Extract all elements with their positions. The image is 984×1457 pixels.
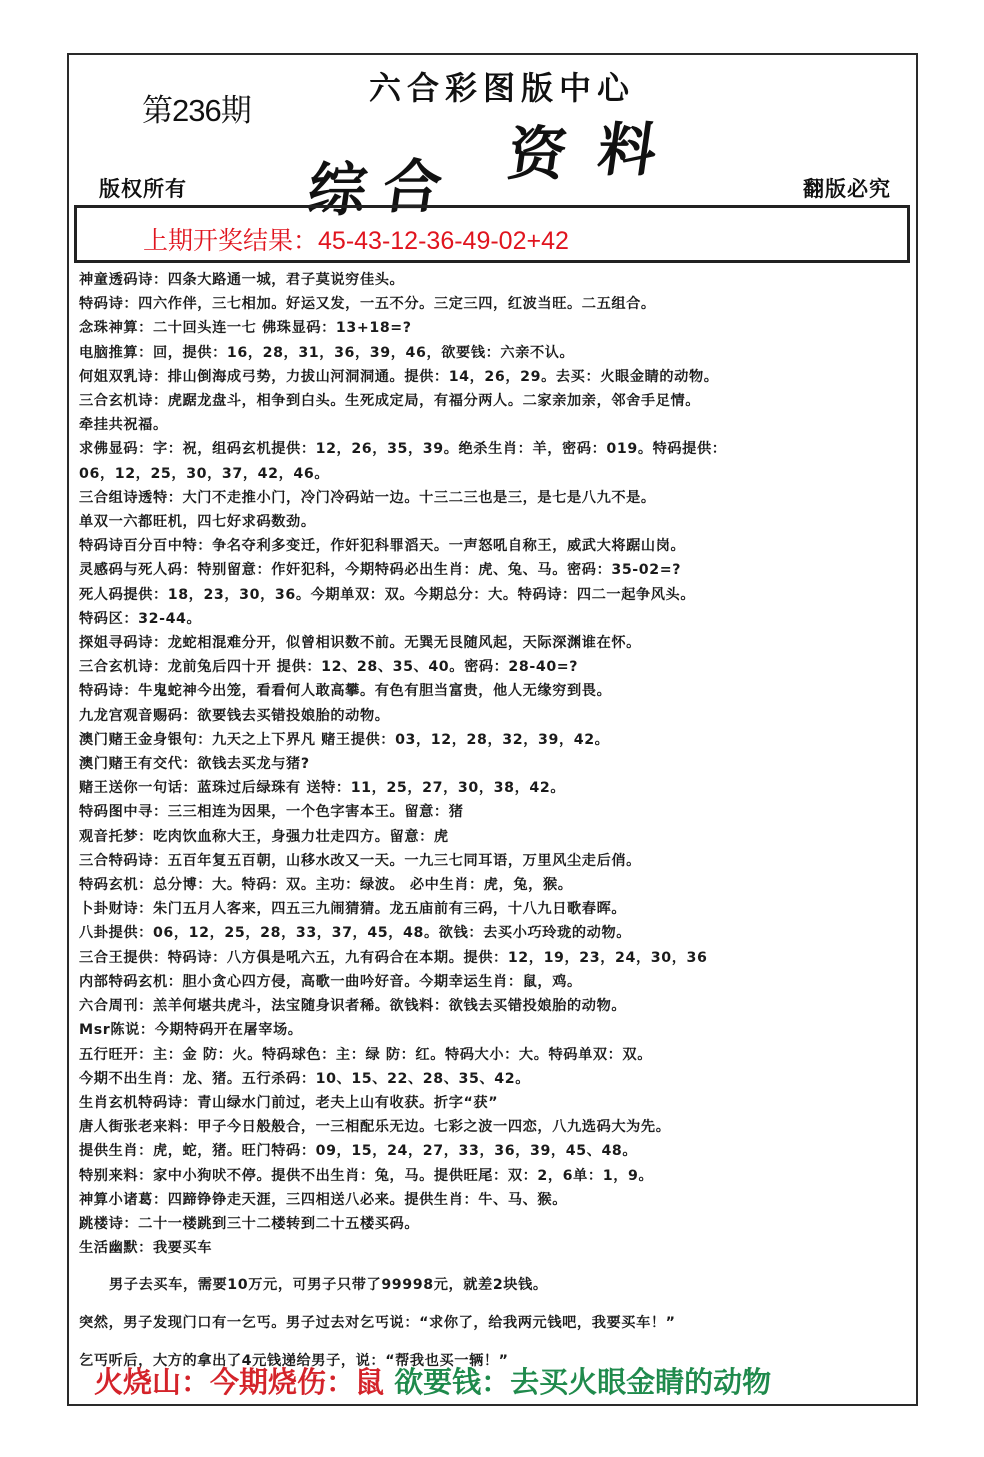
text-line: 三合玄机诗：虎踞龙盘斗，相争到白头。生死成定局，有福分两人。二家亲加亲，邻舍手足情。	[79, 393, 701, 410]
text-line: 六合周刊：羔羊何堪共虎斗，法宝随身识者稀。欲钱料：欲钱去买错投娘胎的动物。	[79, 998, 627, 1015]
text-line: 内部特码玄机：胆小贪心四方侵，高歌一曲吟好音。今期幸运生肖：鼠，鸡。	[79, 973, 582, 990]
issue-number: 第236期	[142, 93, 251, 128]
text-line: 三合王提供：特码诗：八方俱是吼六五，九有码合在本期。提供：12，19，23，24，30，36	[79, 949, 708, 966]
text-line: 观音托梦：吃肉饮血称大王，身强力壮走四方。留意：虎	[79, 828, 449, 845]
last-result-box	[74, 205, 910, 263]
text-line: 电脑推算：回，提供：16，28，31，36，39，46，欲要钱：六亲不认。	[79, 344, 575, 361]
story-line: 男子去买车，需要10万元，可男子只带了99998元，就差2块钱。	[109, 1277, 548, 1294]
text-line: 特码区：32-44。	[79, 610, 202, 627]
footer-banner	[94, 1360, 771, 1401]
text-line: 生活幽默：我要买车	[79, 1240, 213, 1257]
publisher-title: 六合彩图版中心	[369, 69, 636, 107]
main-title-char: 合	[378, 153, 447, 221]
text-line: 跳楼诗：二十一楼跳到三十二楼转到二十五楼买码。	[79, 1215, 420, 1232]
last-result-label: 上期开奖结果：	[143, 227, 319, 255]
text-line: 特别来料：家中小狗吠不停。提供不出生肖：兔，马。提供旺尾：双：2，6单：1，9。	[79, 1167, 654, 1184]
text-line: 念珠神算：二十回头连一七 佛珠显码：13+18=?	[79, 320, 412, 337]
text-line: 牵挂共祝福。	[79, 417, 168, 434]
main-title-char: 料	[593, 116, 662, 184]
text-line: 八卦提供：06，12，25，28，33，37，45，48。欲钱：去买小巧玲珑的动物。	[79, 925, 632, 942]
last-result-numbers: 45-43-12-36-49-02+42	[318, 227, 569, 255]
text-line: 五行旺开：主：金 防：火。特码球色：主：绿 防：红。特码大小：大。特码单双：双。	[79, 1046, 653, 1063]
last-result	[143, 221, 569, 257]
text-line: 特码图中寻：三三相连为因果，一个色字害本王。留意：猪	[79, 804, 464, 821]
text-line: 唐人街张老来料：甲子今日般般合，一三相配乐无边。七彩之波一四恋，八九选码大为先。	[79, 1119, 671, 1136]
text-line: 卜卦财诗：朱门五月人客来，四五三九闹猜猜。龙五庙前有三码，十八九日歌春晖。	[79, 901, 627, 918]
main-title-char: 综	[303, 156, 372, 224]
text-line: 澳门赌王金身银句：九天之上下界凡 赌王提供：03，12，28，32，39，42。	[79, 731, 610, 748]
footer-green-text: 欲要钱：去买火眼金睛的动物	[394, 1365, 772, 1399]
text-line: 澳门赌王有交代：欲钱去买龙与猪?	[79, 756, 310, 773]
main-title-char: 资	[503, 120, 572, 188]
text-line: 单双一六都旺机，四七好求码数劲。	[79, 514, 316, 531]
text-line: 三合特码诗：五百年复五百朝，山移水改又一天。一九三七同耳语，万里风尘走后俏。	[79, 852, 641, 869]
text-line: 神算小诸葛：四蹄铮铮走天涯，三四相送八必来。提供生肖：牛、马、猴。	[79, 1191, 567, 1208]
text-line: 生肖玄机特码诗：青山绿水门前过，老夫上山有收获。折字“获”	[79, 1094, 499, 1111]
text-line: 何姐双乳诗：排山倒海成弓势，力拔山河洞洞通。提供：14，26，29。去买：火眼金睛的动物。	[79, 368, 719, 385]
content-lines	[79, 268, 909, 1370]
main-title	[303, 115, 729, 224]
text-line: 特码诗：四六作伴，三七相加。好运又发，一五不分。三定三四，红波当旺。二五组合。	[79, 296, 656, 313]
text-line: 三合玄机诗：龙前兔后四十开 提供：12、28、35、40。密码：28-40=?	[79, 659, 579, 676]
text-line: Msr陈说：今期特码开在屠宰场。	[79, 1022, 303, 1039]
text-line: 今期不出生肖：龙、猪。五行杀码：10、15、22、28、35、42。	[79, 1070, 530, 1087]
story-line: 乞丐听后，大方的拿出了4元钱递给男子，说：“帮我也买一辆！”	[79, 1353, 509, 1370]
copyright-right: 翻版必究	[803, 176, 891, 201]
story-line: 突然，男子发现门口有一乞丐。男子过去对乞丐说：“求你了，给我两元钱吧，我要买车！”	[79, 1315, 676, 1332]
document-page	[67, 53, 918, 1406]
text-line: 死人码提供：18，23，30，36。今期单双：双。今期总分：大。特码诗：四二一起争风头。	[79, 586, 696, 603]
text-line: 神童透码诗：四条大路通一城，君子莫说穷佳头。	[79, 272, 405, 288]
text-line: 06，12，25，30，37，42，46。	[79, 465, 330, 482]
text-line: 提供生肖：虎，蛇，猪。旺门特码：09，15，24，27，33，36，39，45、48。	[79, 1143, 638, 1160]
text-line: 三合组诗透特：大门不走推小门，冷门冷码站一边。十三二三也是三，是七是八九不是。	[79, 489, 656, 506]
text-line: 探姐寻码诗：龙蛇相混难分开，似曾相识数不前。无巽无艮随风起，天际深渊谁在怀。	[79, 635, 641, 652]
copyright-left: 版权所有	[99, 176, 187, 201]
text-line: 特码诗：牛鬼蛇神今出笼，看看何人敢高攀。有色有胆当富贵，他人无缘穷到畏。	[79, 683, 612, 700]
text-line: 特码诗百分百中特：争名夺利多变迁，作奸犯科罪滔天。一声怒吼自称王，威武大将踞山岗。	[79, 538, 686, 555]
text-line: 特码玄机：总分博：大。特码：双。主功：绿波。 必中生肖：虎，兔，猴。	[79, 877, 573, 894]
text-line: 灵感码与死人码：特别留意：作奸犯科，今期特码必出生肖：虎、兔、马。密码：35-02=?	[79, 562, 682, 579]
footer-red-text: 火烧山：今期烧伤：鼠	[94, 1365, 385, 1399]
text-line: 九龙宫观音赐码：欲要钱去买错投娘胎的动物。	[79, 707, 390, 724]
text-line: 求佛显码：字：祝，组码玄机提供：12，26，35，39。绝杀生肖：羊，密码：019。特码提供：	[79, 441, 727, 458]
text-line: 赌王送你一句话：蓝珠过后绿珠有 送特：11，25，27，30，38，42。	[79, 780, 566, 797]
